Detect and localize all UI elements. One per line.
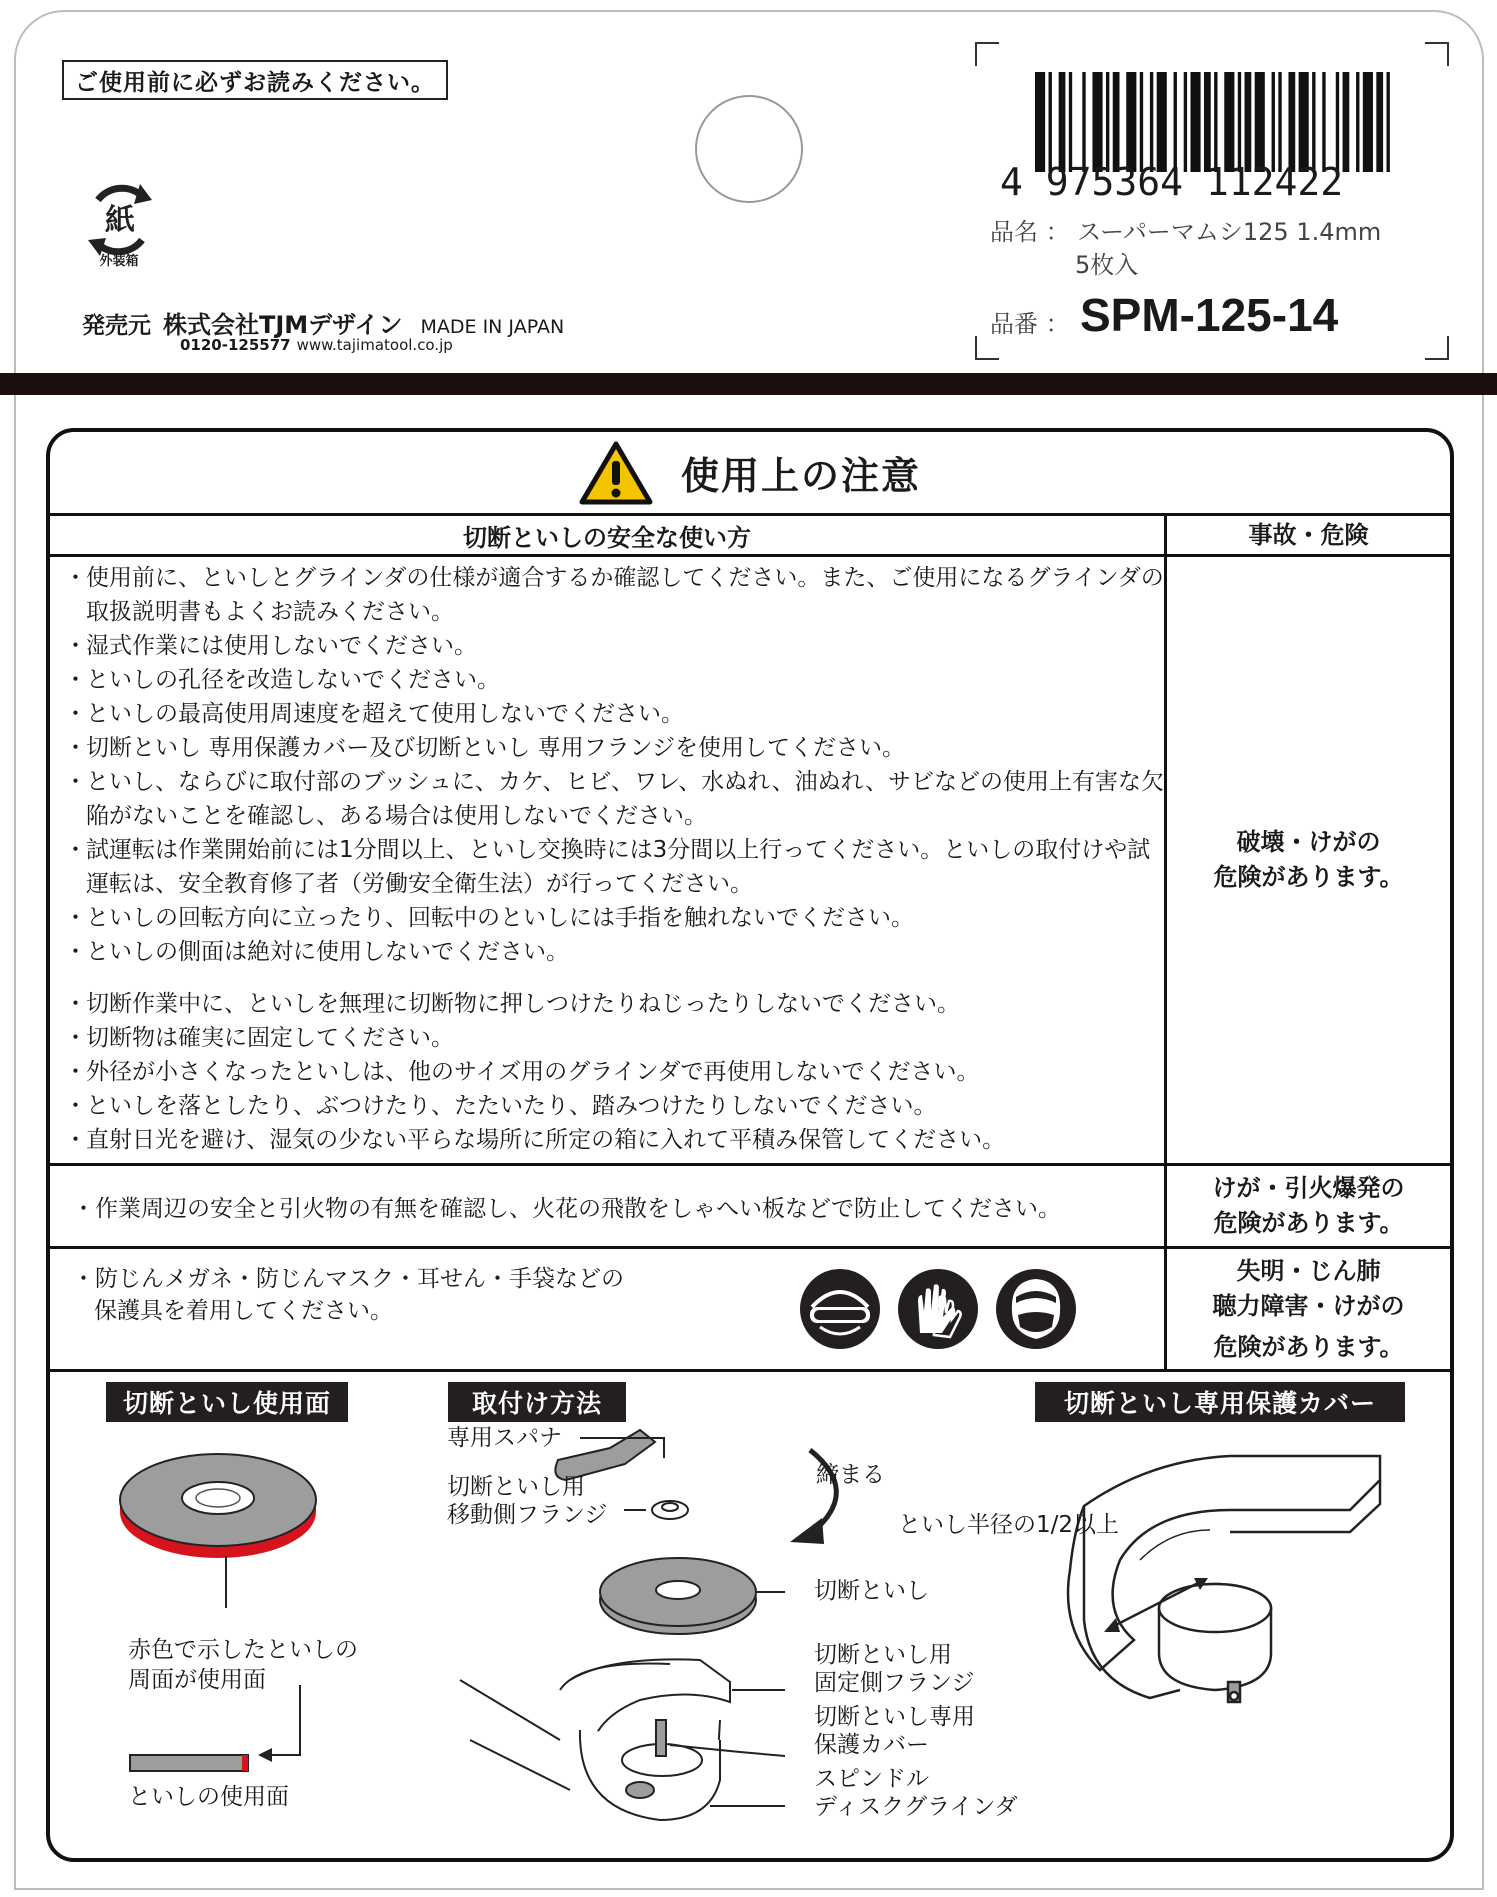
surface-note-line1: 赤色で示したといしの [128, 1637, 358, 1663]
label-cover-1: 切断といし専用 [814, 1704, 975, 1730]
crop-mark [1425, 42, 1449, 66]
maker-label: 発売元 [82, 313, 151, 339]
row-text: ・防じんメガネ・防じんマスク・耳せん・手袋などの [72, 1266, 624, 1292]
rule-item: ・ といし、ならびに取付部のブッシュに、カケ、ヒビ、ワレ、水ぬれ、油ぬれ、サビなどの使用上有害な欠陥がないことを確認し、ある場合は使用しないでください。 [64, 765, 1164, 833]
barcode-bar [1363, 72, 1373, 172]
row-text: ・作業周辺の安全と引火物の有無を確認し、火花の飛散をしゃへい板などで防止してください。 [72, 1195, 1061, 1222]
barcode-bar [1174, 72, 1177, 172]
barcode-bar [1299, 72, 1309, 172]
barcode-bar [1204, 72, 1211, 172]
barcode-bar [1272, 72, 1275, 172]
surface-note-line2: 周面が使用面 [128, 1667, 266, 1693]
product-code-label: 品番 ： [990, 310, 1070, 338]
illustration-area [50, 1360, 1450, 1860]
risk-text: 破壊・けがの [1236, 828, 1381, 856]
gloves-icon [896, 1267, 980, 1351]
rule-item: ・ 外径が小さくなったといしは、他のサイズ用のグラインダで再使用しないでください。 [64, 1055, 1164, 1089]
crop-mark [975, 336, 999, 360]
barcode-bar [1386, 72, 1389, 172]
tag-usage-surface: 切断といし使用面 [106, 1382, 348, 1422]
rule-item: ・ といしの孔径を改造しないでください。 [64, 663, 1164, 697]
risk-text: 聴力障害・けがの [1212, 1291, 1405, 1320]
label-wheel: 切断といし [814, 1578, 929, 1604]
tag-mounting-method: 取付け方法 [448, 1382, 626, 1422]
table-row [50, 1166, 1450, 1249]
table-row [50, 557, 1450, 1166]
barcode-bar [1106, 72, 1109, 172]
rule-item: ・ 直射日光を避け、湿気の少ない平らな場所に所定の箱に入れて平積み保管してください。 [64, 1123, 1164, 1157]
hang-hole [695, 95, 803, 203]
wheel-usage-illustration [120, 1454, 316, 1771]
risk-cell [1167, 1249, 1450, 1369]
label-fixed-flange-1: 切断といし用 [814, 1642, 952, 1668]
tag-guard-cover: 切断といし専用保護カバー [1035, 1382, 1405, 1422]
barcode-bar [1238, 72, 1241, 172]
rule-item: ・ といしを落としたり、ぶつけたり、たたいたり、踏みつけたりしないでください。 [64, 1089, 1164, 1123]
read-before-use-notice: ご使用前に必ずお読みください。 [62, 60, 448, 100]
barcode-bar [1092, 72, 1102, 172]
website-url: www.tajimatool.co.jp [296, 336, 453, 354]
rule-item: ・ といしの最高使用周速度を超えて使用しないでください。 [64, 697, 1164, 731]
barcode-bar [1184, 72, 1187, 172]
barcode-bar [1113, 72, 1120, 172]
barcode-bar [1356, 72, 1359, 172]
risk-cell [1167, 557, 1450, 1163]
barcode-bar [1082, 72, 1085, 172]
maker-name: 株式会社TJMデザイン [163, 311, 403, 339]
barcode-bar [1376, 72, 1383, 172]
warning-triangle-icon [579, 441, 653, 505]
barcode-bar [1126, 72, 1136, 172]
table-header-row [50, 516, 1450, 557]
rule-item: ・ 湿式作業には使用しないでください。 [64, 629, 1164, 663]
made-in: MADE IN JAPAN [420, 316, 565, 338]
label-spanner: 専用スパナ [447, 1425, 562, 1451]
risk-text: けが・引火爆発の [1212, 1174, 1405, 1202]
risk-text: 危険があります。 [1213, 1209, 1404, 1237]
dust-mask-icon [994, 1267, 1078, 1351]
risk-cell [1167, 1166, 1450, 1246]
table-row [50, 1249, 1450, 1372]
barcode-bar [1140, 72, 1143, 172]
barcode-bar [1150, 72, 1153, 172]
label-fixed-flange-2: 固定側フランジ [814, 1670, 975, 1696]
label-cover-2: 保護カバー [814, 1732, 929, 1758]
barcode-digits: 4 975364 112422 [1000, 160, 1344, 204]
guard-cover-illustration [1068, 1456, 1380, 1702]
barcode-bar [1343, 72, 1350, 172]
product-name: 品名 ： スーパーマムシ125 1.4mm [990, 218, 1382, 246]
safety-goggles-icon [798, 1267, 882, 1351]
col-header-usage: 切断といしの安全な使い方 [50, 516, 1167, 554]
barcode-bar [1278, 72, 1281, 172]
safety-panel [46, 428, 1454, 1862]
risk-text: 危険があります。 [1213, 863, 1404, 891]
rule-item: ・ 使用前に、といしとグラインダの仕様が適合するか確認してください。また、ご使用になるグラインダの取扱説明書もよくお読みください。 [64, 561, 1164, 629]
barcode-bar [1190, 72, 1200, 172]
contact-line [180, 336, 453, 354]
label-tighten: 締まる [816, 1462, 885, 1488]
risk-text: 失明・じん肺 [1236, 1256, 1381, 1285]
barcode-bar [1049, 72, 1052, 172]
barcode [1035, 72, 1400, 172]
risk-text: 危険があります。 [1213, 1332, 1404, 1361]
rule-item: ・ 切断作業中に、といしを無理に切断物に押しつけたりねじったりしないでください。 [64, 987, 1164, 1021]
barcode-bar [1157, 72, 1167, 172]
barcode-bar [1322, 72, 1325, 172]
barcode-bar [1336, 72, 1339, 172]
barcode-bar [1214, 72, 1217, 172]
surface-bottom-label: といしの使用面 [128, 1784, 289, 1810]
safety-table [50, 516, 1450, 1372]
barcode-bar [1069, 72, 1072, 172]
barcode-bar [1288, 72, 1295, 172]
barcode-bar [1312, 72, 1315, 172]
recycle-label: 外装箱 [99, 254, 139, 269]
label-moving-flange-2: 移動側フランジ [447, 1502, 608, 1528]
product-quantity: 5枚入 [1075, 251, 1139, 279]
barcode-bar [1255, 72, 1265, 172]
crop-mark [975, 42, 999, 66]
label-moving-flange-1: 切断といし用 [447, 1474, 585, 1500]
phone-number: 0120-125577 [180, 336, 291, 354]
barcode-bar [1059, 72, 1066, 172]
rule-item: ・ 試運転は作業開始前には1分間以上、といし交換時には3分間以上行ってください。といしの取付けや試運転は、安全教育修了者（労働安全衛生法）が行ってください。 [64, 833, 1164, 901]
maker-line [82, 305, 564, 340]
rules-list [64, 561, 1164, 1157]
label-spindle: スピンドル [814, 1766, 929, 1792]
barcode-bar [1035, 72, 1045, 172]
panel-title: 使用上の注意 [680, 454, 921, 498]
rule-item: ・ 切断物は確実に固定してください。 [64, 1021, 1164, 1055]
label-radius-note: といし半径の1/2以上 [898, 1512, 1120, 1538]
label-grinder: ディスクグラインダ [814, 1794, 1018, 1820]
header-band [0, 373, 1497, 395]
product-code: SPM-125-14 [1080, 289, 1339, 341]
barcode-bar [1245, 72, 1252, 172]
panel-header [50, 432, 1450, 516]
rule-item: ・ といしの側面は絶対に使用しないでください。 [64, 935, 1164, 969]
rule-item: ・ といしの回転方向に立ったり、回転中のといしには手指を触れないでください。 [64, 901, 1164, 935]
crop-mark [1425, 336, 1449, 360]
barcode-bar [1224, 72, 1234, 172]
row-text: 保護具を着用してください。 [94, 1298, 393, 1324]
rule-item: ・ 切断といし 専用保護カバー及び切断といし 専用フランジを使用してください。 [64, 731, 1164, 765]
col-header-risk: 事故・危険 [1248, 520, 1369, 549]
recycle-mark-text: 紙 [105, 203, 135, 238]
